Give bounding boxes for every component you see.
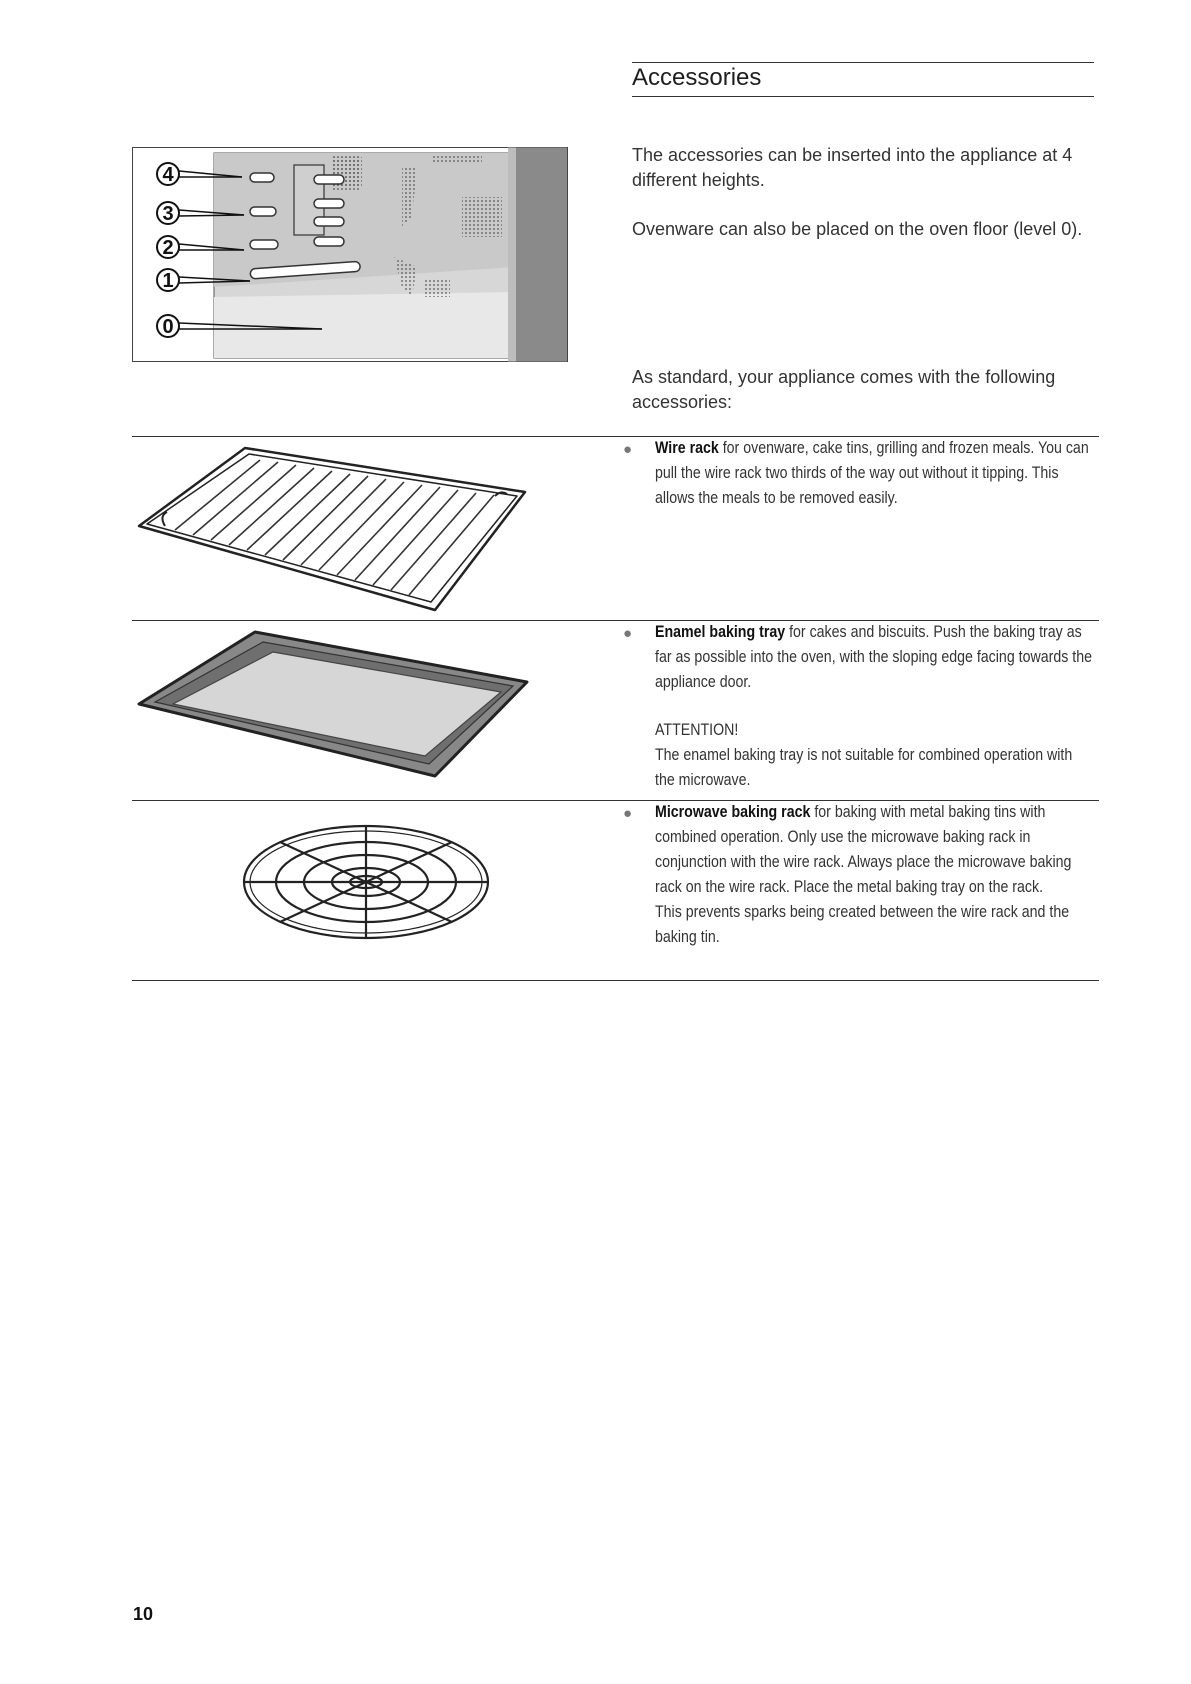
wire-rack-text: for ovenware, cake tins, grilling and frozen meals. You can pull the wire rack two thirds of the way out without it tipping. This allows the meals to be removed easily. bbox=[655, 439, 1089, 507]
row-divider bbox=[132, 980, 1099, 981]
level-4-label: 4 bbox=[162, 164, 174, 186]
enamel-baking-tray-text: for cakes and biscuits. Push the baking tray as far as possible into the oven, with the sloping edge facing towards the appliance door. bbox=[655, 623, 1093, 691]
wire-rack-illustration bbox=[135, 440, 535, 618]
title-bottom-rule bbox=[632, 96, 1094, 97]
level-2-label: 2 bbox=[162, 237, 174, 259]
microwave-baking-rack-extra: This prevents sparks being created between the wire rack and the baking tin. bbox=[655, 903, 1070, 946]
enamel-baking-tray-description bbox=[655, 620, 1095, 695]
page-title: Accessories bbox=[632, 64, 762, 91]
level-0-label: 0 bbox=[162, 316, 174, 338]
microwave-baking-rack-description bbox=[655, 800, 1095, 950]
bullet-icon: ● bbox=[623, 441, 633, 458]
enamel-baking-tray-illustration bbox=[135, 624, 535, 784]
level-1-label: 1 bbox=[162, 270, 174, 292]
page-number: 10 bbox=[133, 1604, 154, 1624]
wire-rack-name: Wire rack bbox=[655, 439, 719, 457]
attention-block bbox=[655, 718, 1095, 793]
oven-shelf-levels-diagram bbox=[132, 147, 568, 362]
microwave-baking-rack-illustration bbox=[240, 820, 492, 945]
intro-floor-text: Ovenware can also be placed on the oven floor (level 0). bbox=[632, 219, 1083, 239]
attention-text: The enamel baking tray is not suitable for combined operation with the microwave. bbox=[655, 746, 1073, 789]
bullet-icon: ● bbox=[623, 625, 633, 642]
attention-label: ATTENTION! bbox=[655, 721, 739, 739]
bullet-icon: ● bbox=[623, 805, 633, 822]
wire-rack-description bbox=[655, 436, 1095, 511]
enamel-baking-tray-name: Enamel baking tray bbox=[655, 623, 786, 641]
level-3-label: 3 bbox=[162, 203, 174, 225]
microwave-baking-rack-text: for baking with metal baking tins with combined operation. Only use the microwave baking rack in conjunction with the wire rack. Always place the microwave baking rack on the wire rack. Place the metal baking tray on the rack. bbox=[655, 803, 1072, 896]
intro-heights-text: The accessories can be inserted into the appliance at 4 different heights. bbox=[632, 145, 1073, 190]
intro-standard-text: As standard, your appliance comes with the following accessories: bbox=[632, 367, 1056, 412]
microwave-baking-rack-name: Microwave baking rack bbox=[655, 803, 811, 821]
title-top-rule bbox=[632, 62, 1094, 63]
